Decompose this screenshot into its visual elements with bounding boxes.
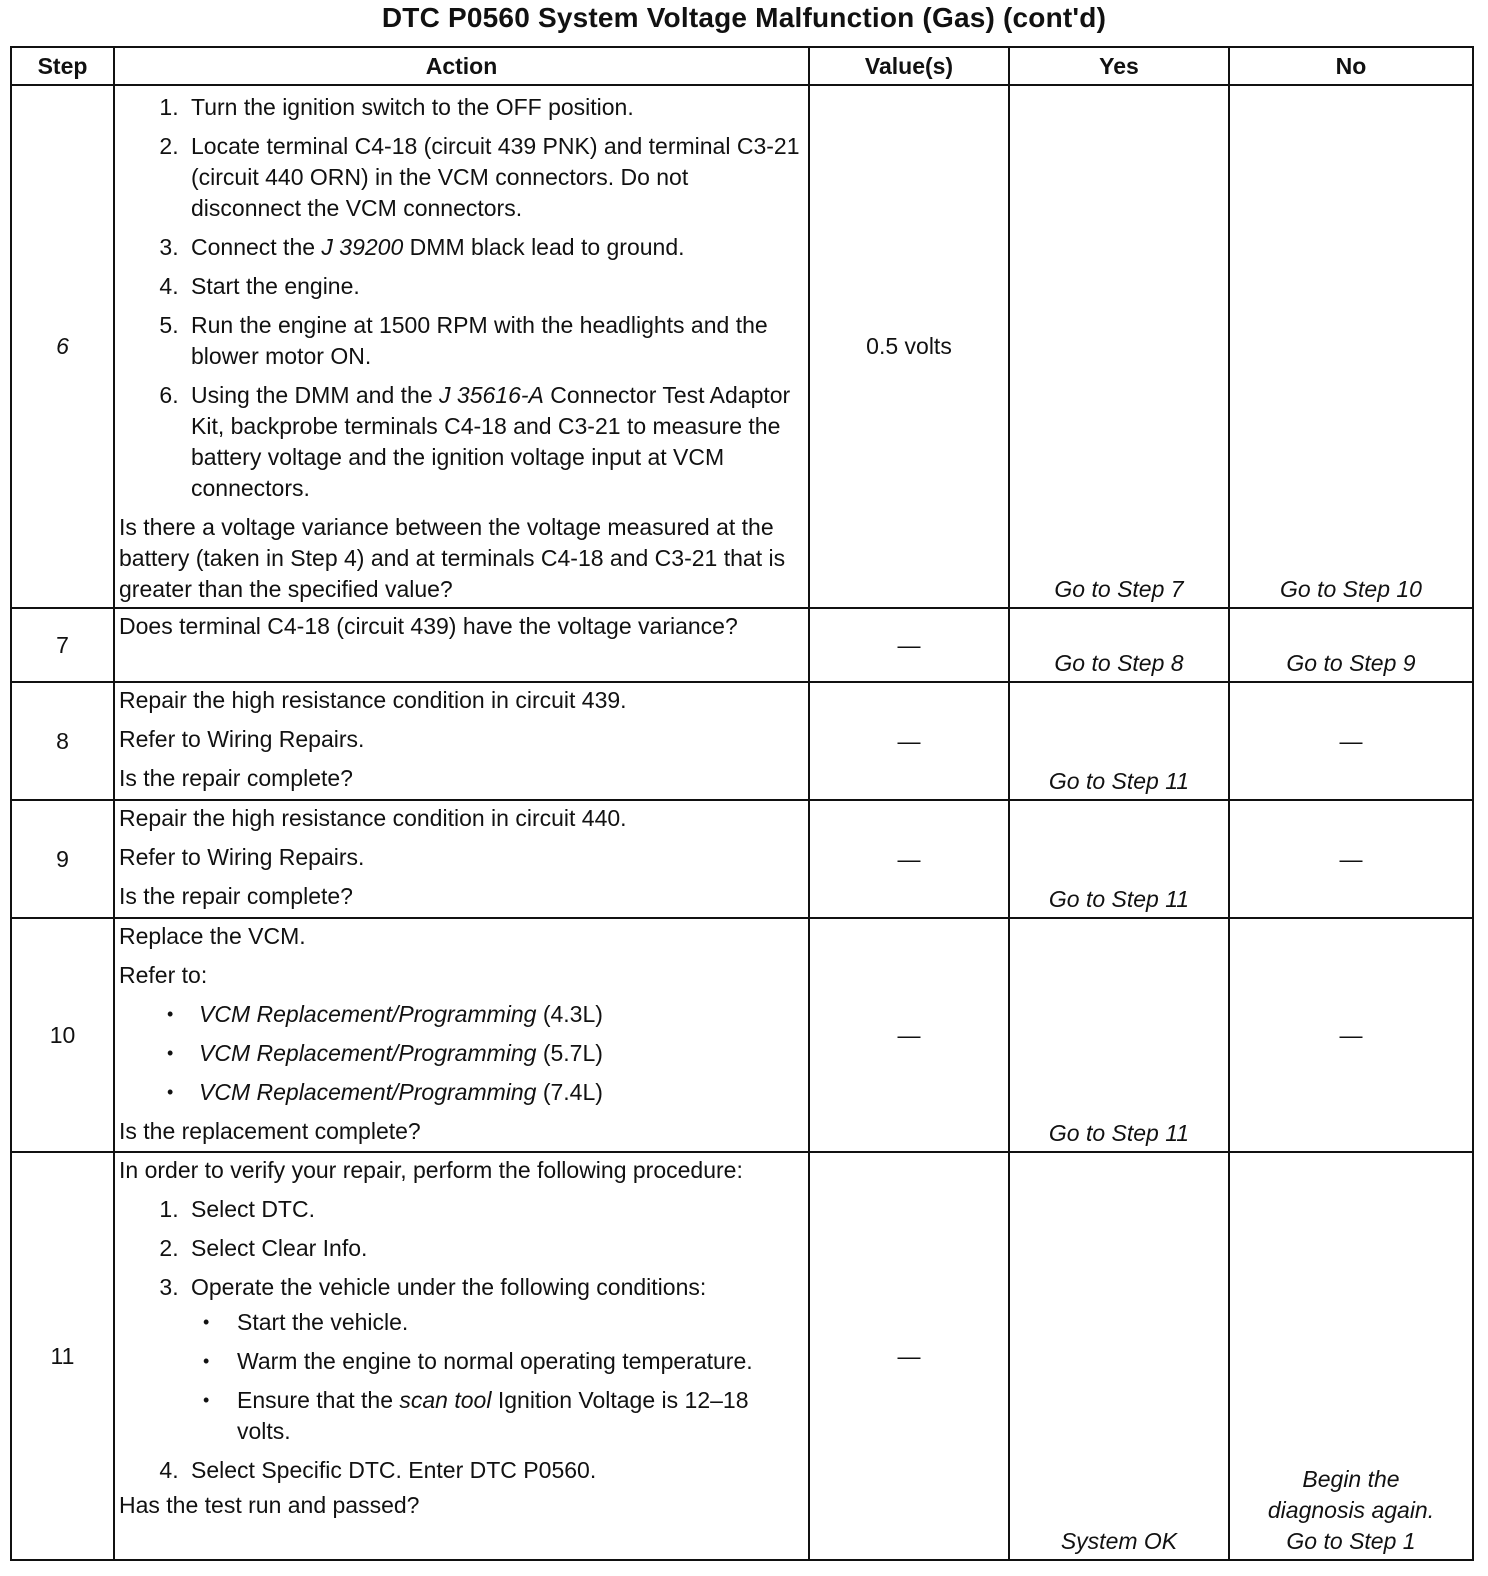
action-cell — [114, 682, 809, 800]
question-text: Has the test run and passed? — [119, 1492, 420, 1518]
action-cell — [114, 608, 809, 682]
action-cell — [114, 85, 809, 608]
step-number: 9 — [11, 800, 114, 918]
list-item: 1. Turn the ignition switch to the OFF position. — [185, 92, 804, 123]
question-text: Is the replacement complete? — [119, 1118, 421, 1144]
list-item: 4. Select Specific DTC. Enter DTC P0560. — [185, 1455, 804, 1486]
action-line: Refer to Wiring Repairs. — [119, 726, 365, 752]
procedure-list — [119, 92, 804, 504]
header-no: No — [1229, 47, 1473, 85]
action-line: Refer to: — [119, 962, 208, 988]
conditions-list — [191, 1307, 804, 1447]
action-line: In order to verify your repair, perform the following procedure: — [119, 1157, 743, 1183]
list-item: • VCM Replacement/Programming (4.3L) — [199, 999, 804, 1030]
header-row — [11, 47, 1473, 85]
step-number: 11 — [11, 1152, 114, 1560]
question-text: Is there a voltage variance between the voltage measured at the battery (taken in Step 4) and at terminals C4-18 and C3-21 that is greater than the specified value? — [119, 514, 786, 602]
list-item: 2. Locate terminal C4-18 (circuit 439 PNK) and terminal C3-21 (circuit 440 ORN) in the VCM connectors. Do not disconnect the VCM connectors. — [185, 131, 804, 224]
yes-cell: Go to Step 11 — [1009, 682, 1229, 800]
list-item: • Ensure that the scan tool Ignition Voltage is 12–18 volts. — [231, 1385, 804, 1447]
list-item: 2. Select Clear Info. — [185, 1233, 804, 1264]
yes-cell: Go to Step 7 — [1009, 85, 1229, 608]
action-line: Repair the high resistance condition in circuit 439. — [119, 687, 627, 713]
value-cell: — — [809, 800, 1009, 918]
action-cell — [114, 1152, 809, 1560]
header-action: Action — [114, 47, 809, 85]
value-cell: — — [809, 608, 1009, 682]
list-item: 3. Connect the J 39200 DMM black lead to ground. — [185, 232, 804, 263]
page-title: DTC P0560 System Voltage Malfunction (Gas) (cont'd) — [381, 2, 1107, 33]
question-text: Does terminal C4-18 (circuit 439) have the voltage variance? — [119, 613, 738, 639]
yes-cell: Go to Step 11 — [1009, 800, 1229, 918]
no-cell: — — [1229, 918, 1473, 1152]
list-item: 3. Operate the vehicle under the following conditions: • Start the vehicle. • Warm the engine to normal operating temperature. • Ensure that the scan tool Ignition Voltage is 12–18 volts. — [185, 1272, 804, 1447]
procedure-list — [119, 1194, 804, 1486]
list-item: • Start the vehicle. — [231, 1307, 804, 1338]
table-row — [11, 918, 1473, 1152]
value-cell: 0.5 volts — [809, 85, 1009, 608]
no-cell — [1229, 1152, 1473, 1560]
header-step: Step — [11, 47, 114, 85]
value-cell: — — [809, 918, 1009, 1152]
list-item: 1. Select DTC. — [185, 1194, 804, 1225]
list-item: • VCM Replacement/Programming (7.4L) — [199, 1077, 804, 1108]
list-item: 6. Using the DMM and the J 35616-A Connector Test Adaptor Kit, backprobe terminals C4-18 and C3-21 to measure the battery voltage and the ignition voltage input at VCM connectors. — [185, 380, 804, 504]
action-cell — [114, 800, 809, 918]
list-item: 4. Start the engine. — [185, 271, 804, 302]
no-cell: — — [1229, 800, 1473, 918]
table-row — [11, 85, 1473, 608]
question-text: Is the repair complete? — [119, 883, 353, 909]
yes-cell: Go to Step 8 — [1009, 608, 1229, 682]
table-row — [11, 682, 1473, 800]
reference-list — [119, 999, 804, 1108]
no-line: Go to Step 1 — [1286, 1528, 1416, 1554]
action-line: Refer to Wiring Repairs. — [119, 844, 365, 870]
no-line: Begin the — [1302, 1466, 1400, 1492]
yes-cell: System OK — [1009, 1152, 1229, 1560]
step-number: 7 — [11, 608, 114, 682]
list-item: • Warm the engine to normal operating temperature. — [231, 1346, 804, 1377]
value-cell: — — [809, 682, 1009, 800]
header-yes: Yes — [1009, 47, 1229, 85]
action-cell — [114, 918, 809, 1152]
list-item: 5. Run the engine at 1500 RPM with the headlights and the blower motor ON. — [185, 310, 804, 372]
value-cell: — — [809, 1152, 1009, 1560]
step-number: 6 — [11, 85, 114, 608]
diagnostic-table — [10, 46, 1474, 1561]
table-row — [11, 608, 1473, 682]
action-line: Replace the VCM. — [119, 923, 306, 949]
step-number: 8 — [11, 682, 114, 800]
yes-cell: Go to Step 11 — [1009, 918, 1229, 1152]
action-line: Repair the high resistance condition in circuit 440. — [119, 805, 627, 831]
list-item: • VCM Replacement/Programming (5.7L) — [199, 1038, 804, 1069]
no-cell: Go to Step 9 — [1229, 608, 1473, 682]
no-line: diagnosis again. — [1267, 1497, 1435, 1523]
no-cell: Go to Step 10 — [1229, 85, 1473, 608]
question-text: Is the repair complete? — [119, 765, 353, 791]
table-row — [11, 1152, 1473, 1560]
no-cell: — — [1229, 682, 1473, 800]
step-number: 10 — [11, 918, 114, 1152]
header-values: Value(s) — [809, 47, 1009, 85]
table-row — [11, 800, 1473, 918]
